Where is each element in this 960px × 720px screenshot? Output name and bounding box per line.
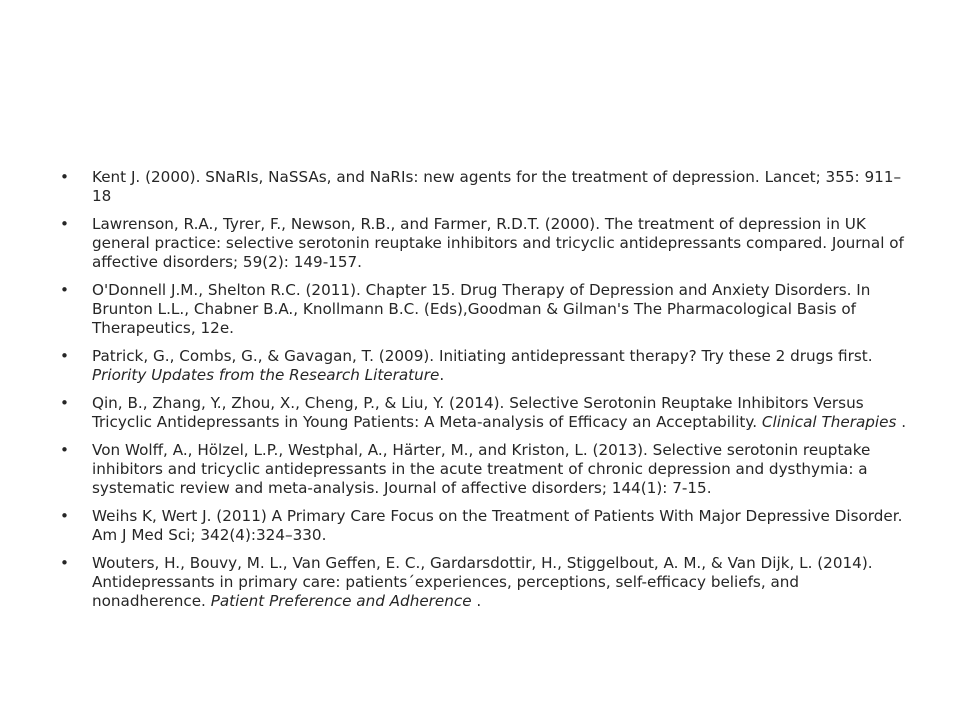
- reference-text: Lawrenson, R.A., Tyrer, F., Newson, R.B., and Farmer, R.D.T. (2000). The treatment of depression in UK general practice: selective serotonin reuptake inhibitors and tricyclic antidepressants compared. Journal of affective disorders; 59(2): 149-157.: [92, 215, 904, 271]
- reference-journal: Patient Preference and Adherence: [210, 592, 472, 610]
- reference-tail: .: [439, 366, 445, 384]
- reference-item: [58, 554, 910, 611]
- reference-text: Qin, B., Zhang, Y., Zhou, X., Cheng, P., & Liu, Y. (2014). Selective Serotonin Reuptake Inhibitors Versus Tricyclic Antidepressants in Young Patients: A Meta-analysis of Efficacy an Acceptability.: [92, 394, 864, 431]
- reference-journal: Priority Updates from the Research Literature: [92, 366, 440, 384]
- bullet-icon: •: [60, 347, 69, 365]
- reference-text: O'Donnell J.M., Shelton R.C. (2011). Chapter 15. Drug Therapy of Depression and Anxiety Disorders. In Brunton L.L., Chabner B.A., Knollmann B.C. (Eds),Goodman & Gilman's The Pharmacological Basis of Therapeutics, 12e.: [92, 281, 871, 337]
- bullet-icon: •: [60, 441, 69, 459]
- reference-text: Kent J. (2000). SNaRIs, NaSSAs, and NaRIs: new agents for the treatment of depression. Lancet; 355: 911–18: [92, 168, 902, 205]
- reference-text: Wouters, H., Bouvy, M. L., Van Geffen, E. C., Gardarsdottir, H., Stiggelbout, A. M., & Van Dijk, L. (2014). Antidepressants in primary care: patients´experiences, perceptions, self-efficacy beliefs, and nonadherence.: [92, 554, 873, 610]
- reference-text: Patrick, G., Combs, G., & Gavagan, T. (2009). Initiating antidepressant therapy? Try these 2 drugs first.: [92, 347, 873, 365]
- reference-text: Von Wolff, A., Hölzel, L.P., Westphal, A., Härter, M., and Kriston, L. (2013). Selective serotonin reuptake inhibitors and tricyclic antidepressants in the acute treatment of chronic depression and dysthymia: a systematic review and meta-analysis. Journal of affective disorders; 144(1): 7-15.: [92, 441, 871, 497]
- reference-list: [58, 168, 910, 620]
- reference-item: [58, 441, 910, 498]
- reference-item: [58, 394, 910, 432]
- bullet-icon: •: [60, 394, 69, 412]
- reference-text: Weihs K, Wert J. (2011) A Primary Care Focus on the Treatment of Patients With Major Depressive Disorder. Am J Med Sci; 342(4):324–330.: [92, 507, 903, 544]
- reference-item: [58, 168, 910, 206]
- bullet-icon: •: [60, 168, 69, 186]
- reference-item: [58, 215, 910, 272]
- reference-item: [58, 347, 910, 385]
- bullet-icon: •: [60, 507, 69, 525]
- reference-tail: .: [471, 592, 482, 610]
- reference-tail: .: [896, 413, 907, 431]
- reference-item: [58, 281, 910, 338]
- reference-item: [58, 507, 910, 545]
- bullet-icon: •: [60, 281, 69, 299]
- reference-journal: Clinical Therapies: [761, 413, 897, 431]
- bullet-icon: •: [60, 215, 69, 233]
- bullet-icon: •: [60, 554, 69, 572]
